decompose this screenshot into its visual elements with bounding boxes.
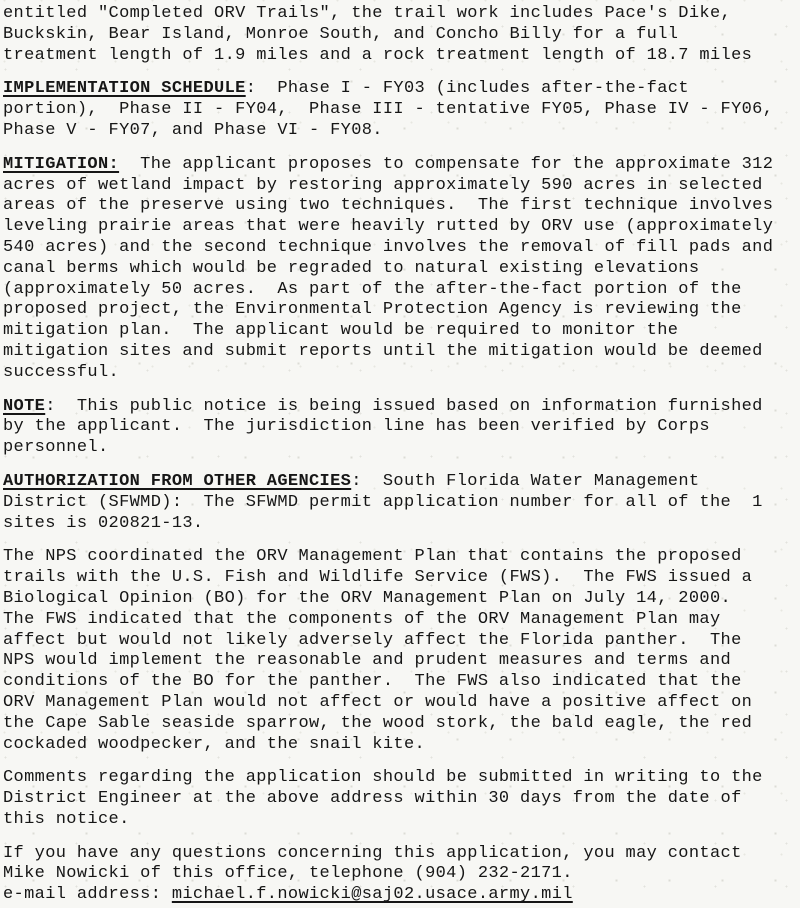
text-line: [3, 321, 800, 342]
text-line: [3, 589, 800, 610]
text-segment: Buckskin, Bear Island, Monroe South, and Concho Billy for a full: [3, 24, 679, 44]
comments-paragraph: [3, 768, 800, 830]
text-line: [3, 768, 800, 789]
text-segment: Phase V - FY07, and Phase VI - FY08.: [3, 120, 383, 140]
text-segment: Comments regarding the application should be submitted in writing to the: [3, 768, 763, 788]
note-heading: NOTE: [3, 396, 46, 416]
text-segment: areas of the preserve using two techniques. The first technique involves: [3, 196, 774, 216]
text-segment: entitled "Completed ORV Trails", the trail work includes Pace's Dike,: [3, 4, 732, 23]
text-line: [3, 472, 800, 493]
text-segment: : This public notice is being issued based on information furnished: [45, 396, 763, 416]
text-segment: mitigation sites and submit reports until the mitigation would be deemed: [3, 341, 763, 361]
nps-coordination-paragraph: [3, 547, 800, 755]
text-line: [3, 789, 800, 810]
text-line: [3, 342, 800, 363]
text-line: [3, 672, 800, 693]
implementation-schedule-heading: IMPLEMENTATION SCHEDULE: [3, 79, 246, 99]
text-segment: ORV Management Plan would not affect or would have a positive affect on: [3, 692, 753, 712]
text-segment: canal berms which would be regraded to natural existing elevations: [3, 258, 700, 278]
text-segment: The FWS indicated that the components of the ORV Management Plan may: [3, 609, 721, 629]
text-line: [3, 885, 800, 906]
text-line: [3, 844, 800, 865]
text-segment: District (SFWMD): The SFWMD permit application number for all of the 1: [3, 492, 763, 512]
authorization-paragraph: [3, 472, 800, 534]
authorization-heading: AUTHORIZATION FROM OTHER AGENCIES: [3, 471, 352, 491]
text-segment: treatment length of 1.9 miles and a rock treatment length of 18.7 miles: [3, 45, 753, 65]
text-line: [3, 864, 800, 885]
text-segment: leveling prairie areas that were heavily rutted by ORV use (approximately: [3, 217, 774, 237]
text-line: [3, 238, 800, 259]
note-paragraph: [3, 397, 800, 459]
text-segment: Mike Nowicki of this office, telephone (904) 232-2171.: [3, 864, 573, 884]
text-segment: District Engineer at the above address within 30 days from the date of: [3, 789, 742, 809]
text-line: [3, 217, 800, 238]
text-line: [3, 121, 800, 142]
text-line: [3, 810, 800, 831]
contact-paragraph: [3, 844, 800, 906]
text-segment: acres of wetland impact by restoring approximately 590 acres in selected: [3, 175, 763, 195]
text-segment: mitigation plan. The applicant would be required to monitor the: [3, 321, 679, 341]
text-segment: conditions of the BO for the panther. The FWS also indicated that the: [3, 672, 742, 692]
text-line: [3, 363, 800, 384]
text-segment: The applicant proposes to compensate for the approximate 312: [119, 154, 774, 174]
text-segment: the Cape Sable seaside sparrow, the wood stork, the bald eagle, the red: [3, 713, 753, 733]
text-line: [3, 176, 800, 197]
text-line: [3, 100, 800, 121]
text-segment: sites is 020821-13.: [3, 513, 204, 533]
text-segment: : Phase I - FY03 (includes after-the-fact: [245, 79, 689, 99]
text-line: [3, 631, 800, 652]
mitigation-paragraph: [3, 155, 800, 384]
text-segment: If you have any questions concerning this application, you may contact: [3, 843, 742, 863]
text-segment: Biological Opinion (BO) for the ORV Management Plan on July 14, 2000.: [3, 588, 732, 608]
text-line: [3, 46, 800, 67]
text-line: [3, 568, 800, 589]
text-segment: NPS would implement the reasonable and prudent measures and terms and: [3, 651, 732, 671]
text-segment: 540 acres) and the second technique involves the removal of fill pads and: [3, 237, 774, 257]
text-segment: cockaded woodpecker, and the snail kite.: [3, 734, 426, 754]
intro-continuation-paragraph: [3, 4, 800, 66]
text-line: [3, 4, 800, 25]
mitigation-heading: MITIGATION:: [3, 154, 120, 174]
text-line: [3, 280, 800, 301]
text-line: [3, 547, 800, 568]
text-line: [3, 651, 800, 672]
text-segment: successful.: [3, 362, 120, 382]
text-segment: : South Florida Water Management: [351, 471, 700, 491]
text-segment: (approximately 50 acres. As part of the after-the-fact portion of the: [3, 279, 742, 299]
text-line: [3, 735, 800, 756]
text-line: [3, 493, 800, 514]
text-line: [3, 300, 800, 321]
text-segment: by the applicant. The jurisdiction line has been verified by Corps: [3, 417, 710, 437]
text-line: [3, 514, 800, 535]
text-line: [3, 610, 800, 631]
text-line: [3, 693, 800, 714]
text-line: [3, 714, 800, 735]
implementation-schedule-paragraph: [3, 79, 800, 141]
text-line: [3, 417, 800, 438]
text-segment: personnel.: [3, 438, 109, 458]
text-line: [3, 196, 800, 217]
contact-email-address: michael.f.nowicki@saj02.usace.army.mil: [171, 885, 573, 905]
text-segment: portion), Phase II - FY04, Phase III - tentative FY05, Phase IV - FY06,: [3, 100, 774, 120]
text-line: [3, 438, 800, 459]
text-line: [3, 25, 800, 46]
text-segment: affect but would not likely adversely affect the Florida panther. The: [3, 630, 742, 650]
text-segment: this notice.: [3, 809, 130, 829]
text-line: [3, 397, 800, 418]
text-line: [3, 155, 800, 176]
text-line: [3, 259, 800, 280]
text-segment: The NPS coordinated the ORV Management Plan that contains the proposed: [3, 547, 742, 567]
text-segment: proposed project, the Environmental Protection Agency is reviewing the: [3, 300, 742, 320]
text-segment: trails with the U.S. Fish and Wildlife Service (FWS). The FWS issued a: [3, 568, 753, 588]
text-line: [3, 79, 800, 100]
text-segment: e-mail address:: [3, 885, 172, 905]
